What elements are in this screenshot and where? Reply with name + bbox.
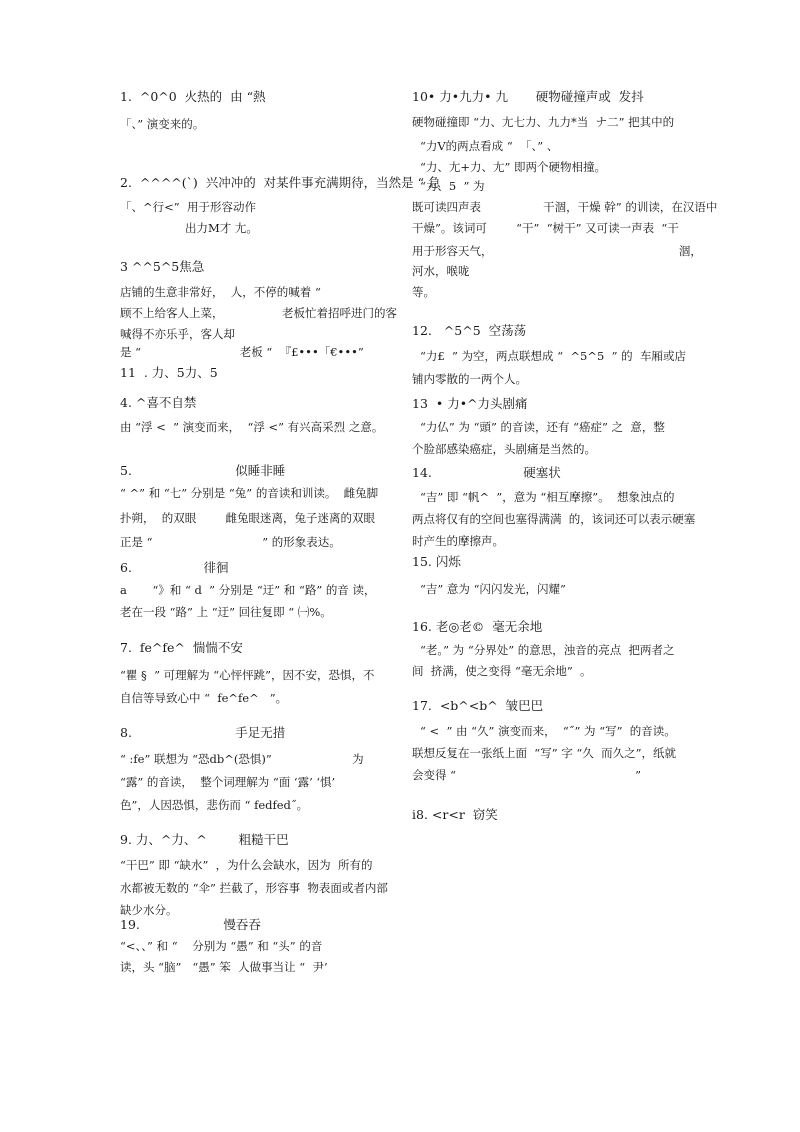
entry-text-line: 间 挤满，使之变得 “毫无余地” 。 [412,664,592,678]
entry-text-line: 是 “ 老板 “ 『£•••「€•••” [120,345,364,359]
entry-heading: 8. 手足无措 [120,725,286,740]
entry-text-line: 自信等导致心中 “ fe^fe^ ”。 [120,691,288,705]
entry-text-line: “ ^” 和 “七” 分别是 “兔” 的音读和训读。 雌兔脚 [120,486,379,500]
entry-text-line: 喊得不亦乐乎，客人却 [120,327,235,341]
entry-text-line: “力V的两点看成 “ 「、” 、 [420,139,559,153]
entry-text-line: “干巴” 即 “缺水” ，为什么会缺水，因为 所有的 [120,858,373,872]
entry-text-line: “瞿 § ” 可理解为 “心怦怦跳”，因不安，恐惧，不 [120,668,375,682]
entry-heading: 17. <b^<b^ 皱巴巴 [412,698,544,713]
entry-text-line: “老。” 为 “分界处” 的意思，浊音的亮点 把两者之 [420,643,675,657]
entry-text-line: 会变得 “ ” [412,768,642,782]
entry-heading: 15. 闪烁 [412,554,461,569]
entry-text-line: 个脸部感染癌症，头剧痛是当然的。 [412,442,596,456]
entry-text-line: 老在一段 “路” 上 “迂” 回往复即 “ ㈠%。 [120,605,332,619]
entry-text-line: “力仏” 为 “頭” 的音读，还有 “癌症” 之 意，整 [420,420,665,434]
entry-heading: 5. 似睡非睡 [120,463,286,478]
entry-heading: 3 ^^5^5焦急 [120,259,205,274]
entry-text-line: 干燥”。该词可 “干” “树干” 又可读一声表 “干 [412,221,679,235]
entry-text-line: “力、5 ” 为 [420,179,485,193]
entry-heading: 2. ^^^^(`) 兴冲冲的 对某件事充满期待，当然是 “ 急 [120,175,441,190]
entry-heading: 6. 徘徊 [120,560,229,575]
entry-text-line: a “》和 “ d ” 分别是 “迂” 和 “路” 的音 读， [120,583,376,597]
entry-text-line: “<、、” 和 “ 分别为 “愚” 和 “头” 的音 [120,939,323,953]
entry-text-line: 店铺的生意非常好， 人，不停的喊着 “ [120,285,321,299]
entry-heading: 13 • 力•^力头剧痛 [412,396,528,411]
entry-heading: 1. ^0^0 火热的 由 “熱 [120,89,266,104]
entry-text-line: 河水，喉咙 [412,264,470,278]
entry-heading: 9. 力、^力、^ 粗糙干巴 [120,832,289,847]
entry-heading: 14. 硬塞状 [412,465,561,480]
entry-text-line: 两点将仅有的空间也塞得满满 的，该词还可以表示硬塞 [412,512,696,526]
entry-text-line: 缺少水分。 [120,903,178,917]
entry-text-line: “吉” 意为 “闪闪发光，闪耀” [420,582,566,596]
entry-text-line: “吉” 即 “帆^ ”，意为 “相互摩擦”。 想象浊点的 [420,490,675,504]
entry-text-line: 用于形容天气， 涸， [412,244,702,258]
entry-text-line: 时产生的摩擦声。 [412,534,504,548]
entry-text-line: “露” 的音读， 整个词理解为 “面 ‘露’ ‘惧’ [120,775,336,789]
entry-heading: 19. 慢吞吞 [120,917,261,932]
entry-heading: 7. fe^fe^ 惴惴不安 [120,640,243,655]
entry-text-line: 出力M才 尢。 [185,221,258,235]
entry-heading: 10• 力•九力• 九 硬物碰撞声或 发抖 [412,89,644,104]
entry-text-line: “ :fe” 联想为 “恐db^(恐惧)” 为 [120,752,364,766]
entry-heading: 12. ^5^5 空荡荡 [412,323,527,338]
entry-text-line: 既可读四声表 干涸，干燥 幹” 的训读，在汉语中 [412,200,718,214]
entry-text-line: 「、” 演变来的。 [120,117,205,131]
entry-heading: i8. <r<r 窃笑 [412,807,498,822]
entry-text-line: 水都被无数的 “伞” 拦截了，形容事 物表面或者内部 [120,881,388,895]
entry-text-line: 由 “浮 < ” 演变而来， “浮 <” 有兴高采烈 之意。 [120,420,384,434]
entry-text-line: 正是 “ ” 的形象表达。 [120,535,341,549]
entry-text-line: 联想反复在一张纸上面 “写” 字 “久 而久之”，纸就 [412,746,676,760]
entry-text-line: 铺内零散的一两个人。 [412,372,527,386]
entry-text-line: 扑朔， 的双眼 雌兔眼迷离，兔子迷离的双眼 [120,511,376,525]
entry-text-line: 读，头 “脑” “愚” 笨 人做事当让 “ 尹’ [120,960,328,974]
entry-text-line: “力、尢+力、尢” 即两个硬物相撞。 [420,160,607,174]
entry-text-line: 硬物碰撞即 “力、尢七力、九力*当 ナ二” 把其中的 [412,115,675,129]
entry-text-line: 等。 [412,285,435,299]
entry-text-line: “力£ ” 为空，两点联想成 “ ^5^5 ” 的 车厢或店 [420,349,686,363]
entry-text-line: 顾不上给客人上菜， 老板忙着招呼进门的客 [120,306,397,320]
entry-text-line: 色”，人因恐惧，悲伤而 “ fedfed˝。 [120,798,309,812]
entry-heading: 16. 老◎老© 毫无余地 [412,619,543,634]
entry-text-line: “ < ” 由 “久” 演变而来， “˝” 为 “写” 的音读。 [420,724,676,738]
entry-heading: 11 . 力、5力、5 [120,365,218,380]
entry-heading: 4. ^喜不自禁 [120,395,197,410]
entry-text-line: 「、^行<” 用于形容动作 [120,200,256,214]
